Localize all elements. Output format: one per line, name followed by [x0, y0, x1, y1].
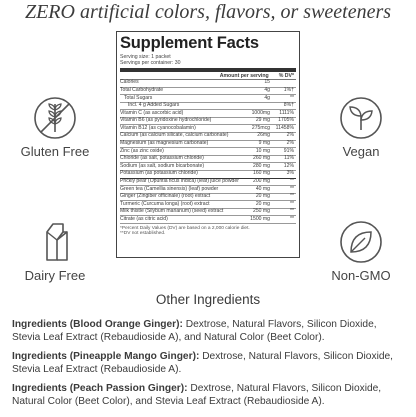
nutrient-dv: ** — [290, 185, 294, 192]
nutrient-name: Vitamin C (as ascorbic acid) — [120, 109, 184, 116]
nutrient-amount: 280 mg — [253, 162, 270, 169]
nutrient-name: Sodium (as salt, sodium bicarbonate) — [120, 162, 205, 169]
nutrient-dv — [270, 80, 296, 86]
other-ingredients-title: Other Ingredients — [155, 292, 261, 307]
nutrient-name: Milk thistle (Silybum marianum) (seed) extract — [120, 208, 224, 215]
ingredients-blood-orange — [12, 318, 406, 344]
nutrient-amount: 260 mg — [253, 155, 270, 162]
supplement-facts-panel — [116, 31, 300, 258]
nutrient-name: Potassium (as potassium chloride) — [120, 170, 198, 177]
ingredients-pineapple-mango — [12, 350, 406, 376]
nutrient-amount: 275mcg — [251, 124, 270, 131]
non-gmo-label: Non-GMO — [331, 268, 391, 283]
nutrient-amount: 20 mg — [255, 200, 270, 207]
facts-title: Supplement Facts — [120, 34, 259, 52]
nutrient-dv: 3% — [286, 170, 294, 177]
footnote-dv: *Percent Daily Values (DV) are based on a 2,000 calorie diet. — [120, 226, 250, 231]
ingredients-peach-passion — [12, 382, 406, 408]
thick-divider — [120, 68, 296, 72]
facts-rows — [120, 80, 296, 224]
nutrient-dv: 11458% — [275, 124, 294, 131]
wheat-icon — [33, 96, 77, 140]
nutrient-amount: 10 mg — [255, 147, 270, 154]
nutrient-name: Incl. 4 g Added Sugars — [128, 102, 180, 109]
header-amount: Amount per serving — [219, 72, 269, 79]
nutrient-name: Prickly pear (Opuntia ficus indica) (leaf) juice powder — [120, 177, 239, 184]
ingredients-label: Ingredients (Pineapple Mango Ginger): — [12, 351, 200, 362]
nutrient-amount: 40 mg — [255, 185, 270, 192]
nutrient-name: Total Sugars — [124, 94, 153, 101]
nutrient-name: Chloride (as salt, potassium chloride) — [120, 155, 204, 162]
nutrient-dv: 8%† — [283, 102, 294, 109]
nutrient-dv: 1%† — [283, 86, 294, 93]
facts-row — [120, 216, 296, 224]
nutrient-dv: 2% — [286, 140, 294, 147]
nutrient-name: Ginger (Zingiber officinale) (root) extract — [120, 193, 211, 200]
nutrient-amount: 29 mg — [255, 117, 270, 124]
nutrient-name: Vitamin B12 (as cyanocobalamin) — [120, 124, 196, 131]
ingredients-text: Dextrose, Natural Flavors, Silicon Dioxide, Stevia Leaf Extract (Rebaudioside A), and Natural Color (Beet Color). — [12, 319, 377, 343]
nutrient-name: Total Carbohydrate — [120, 86, 164, 93]
nutrient-name: Green tea (Camellia sinensis) (leaf) powder — [120, 185, 219, 192]
nutrient-amount: 4g — [264, 94, 270, 101]
leaf-check-icon — [339, 220, 383, 264]
footnote-not-established: **DV not established. — [120, 231, 166, 237]
nutrient-name: Zinc (as zinc oxide) — [120, 147, 164, 154]
nutrient-amount: 4g — [264, 86, 270, 93]
nutrient-dv: 2% — [286, 132, 294, 139]
nutrient-dv: 11% — [284, 155, 294, 162]
ingredients-text: Dextrose, Natural Flavors, Silicon Dioxide, Natural Color (Beet Color), and Stevia Leaf Extract (Rebaudioside A). — [12, 383, 382, 407]
nutrient-dv: ** — [290, 94, 294, 101]
facts-row — [120, 179, 296, 187]
nutrient-amount: 26mg — [257, 132, 270, 139]
nutrient-dv: 1705% — [278, 117, 294, 124]
nutrient-name: Calories — [120, 79, 139, 86]
nutrient-amount: 1500 mg — [250, 215, 270, 222]
ingredients-label: Ingredients (Peach Passion Ginger): — [12, 383, 188, 394]
nutrient-amount: 9 mg — [258, 140, 270, 147]
vegan-label: Vegan — [342, 144, 380, 159]
milk-carton-icon — [33, 220, 77, 264]
sprout-icon — [339, 96, 383, 140]
gluten-free-badge — [0, 96, 110, 160]
header-dv: % DV* — [278, 72, 294, 79]
nutrient-dv: ** — [290, 208, 294, 215]
nutrient-dv: 12% — [283, 162, 294, 169]
nutrient-name: Magnesium (as magnesium carbonate) — [120, 140, 209, 147]
nutrient-amount: 250 mg — [253, 208, 270, 215]
headline: ZERO artificial colors, flavors, or sweeteners — [24, 1, 392, 23]
nutrient-name: Calcium (as calcium silicate, calcium carbonate) — [120, 132, 229, 139]
gluten-free-label: Gluten Free — [20, 144, 90, 159]
nutrient-dv: ** — [290, 177, 294, 184]
vegan-badge — [306, 96, 416, 160]
nutrient-dv: 91% — [283, 147, 294, 154]
dairy-free-label: Dairy Free — [24, 268, 86, 283]
nutrient-amount: 20 mg — [255, 193, 270, 200]
non-gmo-badge — [306, 220, 416, 284]
nutrient-dv: 1111% — [279, 109, 294, 116]
dairy-free-badge — [0, 220, 110, 284]
nutrient-name: Citrate (as citric acid) — [120, 215, 168, 222]
nutrient-name: Vitamin B6 (as pyridoxine hydrochloride) — [120, 117, 212, 124]
nutrient-dv: ** — [290, 193, 294, 200]
nutrient-dv: ** — [290, 200, 294, 207]
servings-per-container: Servings per container: 30 — [120, 60, 181, 67]
nutrient-amount: 160 mg — [253, 170, 270, 177]
nutrient-dv: ** — [290, 215, 294, 222]
nutrient-amount: 200 mg — [253, 177, 270, 184]
nutrient-amount — [246, 103, 270, 109]
ingredients-label: Ingredients (Blood Orange Ginger): — [12, 319, 183, 330]
serving-size: Serving size: 1 packet — [120, 54, 171, 60]
ingredients-text: Dextrose, Natural Flavors, Silicon Dioxide, Stevia Leaf Extract (Rebaudioside A). — [12, 351, 393, 375]
nutrient-amount: 15 — [264, 79, 270, 86]
nutrient-name: Turmeric (Curcuma longa) (root) extract — [120, 200, 210, 207]
nutrient-amount: 1000mg — [251, 109, 270, 116]
